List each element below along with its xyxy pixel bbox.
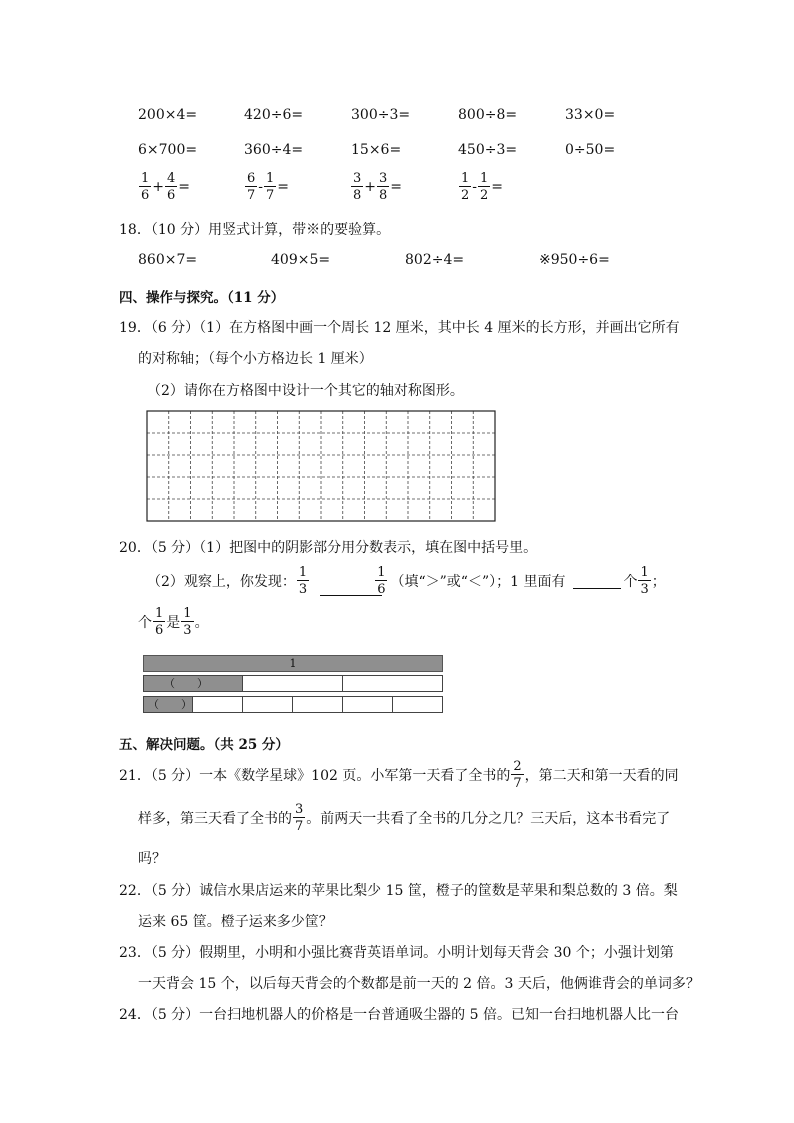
bar-third-cell bbox=[343, 676, 442, 691]
q20-line-1: 20．（5 分）（1）把图中的阴影部分用分数表示，填在图中括号里。 bbox=[119, 540, 538, 556]
bar-thirds bbox=[143, 675, 443, 692]
bar-sixth-cell bbox=[193, 697, 243, 712]
q18-item: 860×7= bbox=[138, 252, 198, 268]
q19-line-2: 的对称轴；（每个小方格边长 1 厘米） bbox=[138, 351, 373, 367]
bar-sixth-cell bbox=[343, 697, 393, 712]
q23-line-2: 一天背会 15 个，以后每天背会的个数都是前一天的 2 倍。3 天后，他俩谁背会的单词多？ bbox=[138, 976, 700, 992]
bar-third-cell bbox=[243, 676, 343, 691]
q20-observation-line-2: 个 $\frac{1}{6}$ 是 $\frac{1}{3}$ 。 bbox=[138, 606, 209, 638]
oral-calc-item: 450÷3= bbox=[458, 142, 518, 158]
oral-calc-item: 360÷4= bbox=[244, 142, 304, 158]
bar-sixths bbox=[143, 696, 443, 713]
section-heading-5: 五、解决问题。（共 25 分） bbox=[119, 737, 289, 753]
q23-line-1: 23．（5 分）假期里，小明和小强比赛背英语单词。小明计划每天背会 30 个；小强计划第 bbox=[119, 945, 674, 961]
oral-calc-item: 0÷50= bbox=[565, 142, 616, 158]
q22-line-2: 运来 65 筐。橙子运来多少筐？ bbox=[138, 914, 333, 930]
q19-line-1: 19．（6 分）（1）在方格图中画一个周长 12 厘米，其中长 4 厘米的长方形，并画出它所有 bbox=[119, 320, 680, 336]
oral-calc-item: 200×4= bbox=[138, 107, 198, 123]
fraction-op-1: $\frac{1}{6}$ + $\frac{4}{6}$ = bbox=[141, 171, 191, 203]
fraction-op-4: $\frac{1}{2}$ - $\frac{1}{2}$ = bbox=[461, 171, 504, 203]
bar-sixth-cell bbox=[243, 697, 293, 712]
q22-line-1: 22．（5 分）诚信水果店运来的苹果比梨少 15 筐，橙子的筐数是苹果和梨总数的 3 倍。梨 bbox=[119, 883, 678, 899]
section-heading-4: 四、操作与探究。（11 分） bbox=[119, 290, 285, 306]
q21-line-3: 吗？ bbox=[138, 851, 166, 867]
oral-calc-item: 15×6= bbox=[351, 142, 402, 158]
answer-bracket[interactable]: （ ） bbox=[148, 698, 192, 711]
bar-whole-label: 1 bbox=[289, 657, 297, 670]
oral-calc-item: 300÷3= bbox=[351, 107, 411, 123]
q18-item: ※950÷6= bbox=[539, 252, 610, 268]
compare-blank[interactable] bbox=[320, 565, 382, 596]
oral-calc-item: 6×700= bbox=[138, 142, 198, 158]
oral-calc-item: 800÷8= bbox=[458, 107, 518, 123]
bar-sixth-cell bbox=[393, 697, 442, 712]
q18-prompt: 18．（10 分）用竖式计算，带※的要验算。 bbox=[119, 222, 391, 238]
fraction-op-2: $\frac{6}{7}$ - $\frac{1}{7}$ = bbox=[247, 171, 290, 203]
fraction-op-3: $\frac{3}{8}$ + $\frac{3}{8}$ = bbox=[353, 171, 403, 203]
count-blank[interactable] bbox=[573, 572, 621, 589]
bar-sixth-shaded bbox=[144, 697, 193, 712]
q21-line-2: 样多，第三天看了全书的 $\frac{3}{7}$ 。前两天一共看了全书的几分之几？三天后，这本书看完了 bbox=[138, 802, 671, 834]
q24-line-1: 24．（5 分）一台扫地机器人的价格是一台普通吸尘器的 5 倍。已知一台扫地机器人比一台 bbox=[119, 1007, 679, 1023]
bar-third-shaded bbox=[144, 676, 243, 691]
q21-line-1: 21．（5 分）一本《数学星球》102 页。小军第一天看了全书的 $\frac{2}{7}$ ，第二天和第一天看的同 bbox=[119, 759, 679, 791]
square-grid[interactable] bbox=[146, 410, 496, 522]
q19-line-3: （2）请你在方格图中设计一个其它的轴对称图形。 bbox=[147, 383, 464, 399]
answer-bracket[interactable]: （ ） bbox=[164, 677, 208, 690]
bar-whole bbox=[143, 655, 443, 672]
q18-item: 409×5= bbox=[271, 252, 331, 268]
fraction-bar-diagram bbox=[143, 655, 443, 715]
q18-item: 802÷4= bbox=[405, 252, 465, 268]
q20-observation: （2）观察上，你发现： $\frac{1}{3}$ $\frac{1}{6}$ （填“＞”或“＜”）；1 里面有 个 $\frac{1}{3}$ ； bbox=[147, 564, 666, 597]
bar-sixth-cell bbox=[293, 697, 343, 712]
oral-calc-item: 33×0= bbox=[565, 107, 616, 123]
oral-calc-item: 420÷6= bbox=[244, 107, 304, 123]
